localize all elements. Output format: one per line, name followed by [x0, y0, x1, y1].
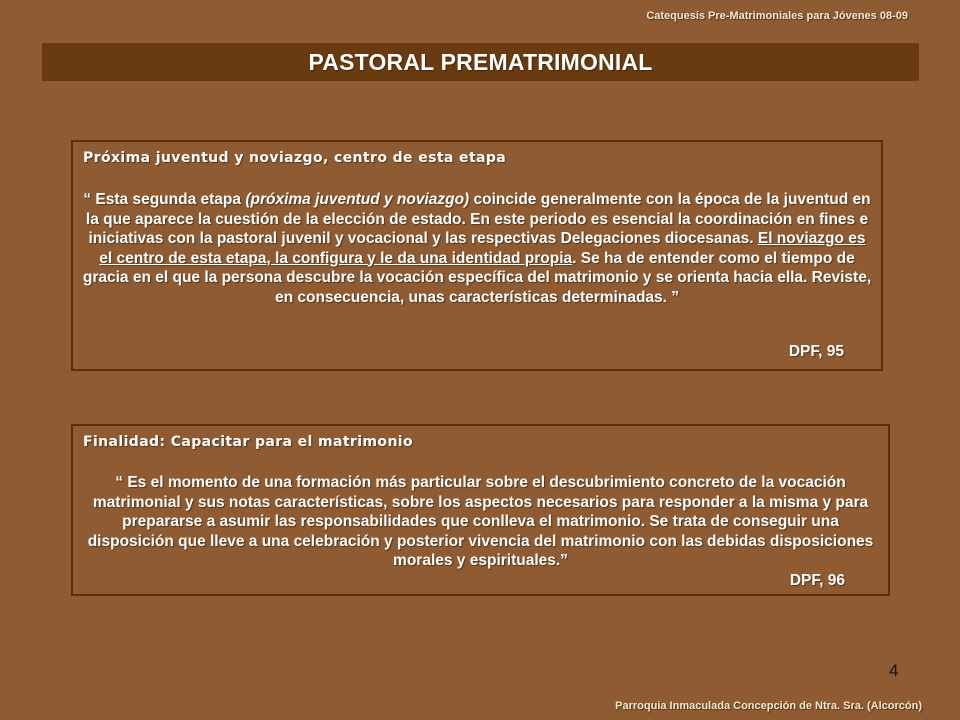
section-heading: Finalidad: Capacitar para el matrimonio: [83, 434, 414, 450]
section-heading: Próxima juventud y noviazgo, centro de esta etapa: [83, 150, 507, 166]
section-quote: [81, 190, 873, 307]
quote-mid: coincide generalmente con la época de la juventud en la que aparece la cuestión de la elección de estado. En este periodo es esencial la coordinación en fines e iniciativas con la pastoral juvenil y vocacional y las respectivas Delegaciones diocesanas.: [85, 191, 871, 247]
course-header: Catequesis Pre-Matrimoniales para Jóvenes 08-09: [646, 10, 908, 22]
page-title: PASTORAL PREMATRIMONIAL: [308, 48, 653, 75]
quote-reference: DPF, 96: [789, 572, 845, 589]
section-quote: “ Es el momento de una formación más particular sobre el descubrimiento concreto de la vocación matrimonial y sus notas características, sobre los aspectos necesarios para responder a la misma y para prepararse a asumir las responsabilidades que conlleva el matrimonio. Se trata de conseguir una disposición que lleve a una celebración y posterior vivencia del matrimonio con las debidas disposiciones morales y espirituales.”: [87, 474, 874, 569]
parish-footer: Parroquia Inmaculada Concepción de Ntra. Sra. (Alcorcón): [615, 700, 922, 712]
page-number: 4: [889, 661, 899, 680]
quote-reference: DPF, 95: [788, 343, 844, 360]
quote-italic: (próxima juventud y noviazgo): [245, 191, 470, 208]
section-youth-courtship: [71, 140, 883, 371]
section-purpose: [71, 424, 890, 596]
quote-open: “ Esta segunda etapa: [83, 191, 246, 208]
quote-underlined: El noviazgo es el centro de esta etapa, la configura y le da una identidad propia: [99, 230, 866, 267]
quote-end: . Se ha de entender como el tiempo de gracia en el que la persona descubre la vocación específica del matrimonio y se orienta hacia ella. Reviste, en consecuencia, unas características determinadas. ”: [82, 249, 872, 306]
title-bar: [42, 43, 919, 81]
